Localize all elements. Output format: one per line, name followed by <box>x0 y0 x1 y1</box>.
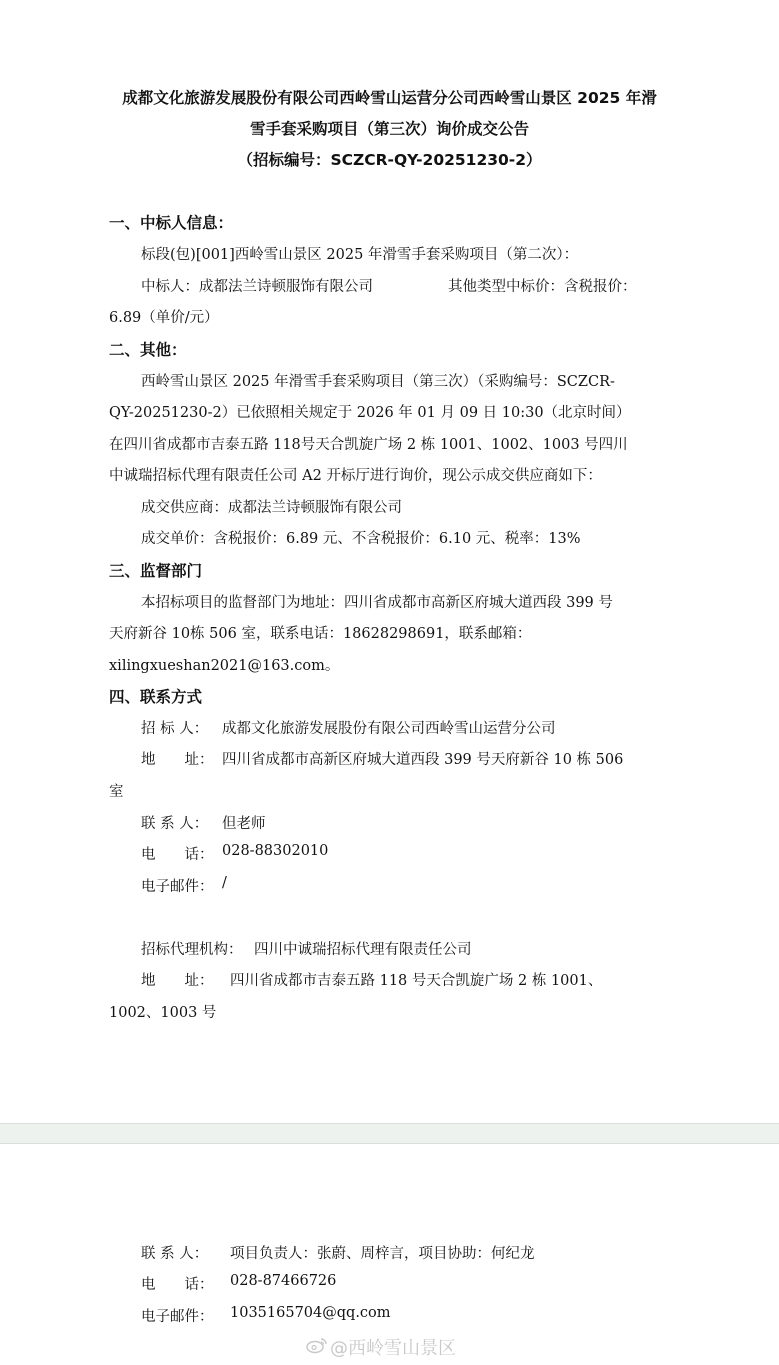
tenderer-label: 招 标 人： <box>141 721 209 737</box>
page2-email-value: 1035165704@qq.com <box>230 1305 391 1321</box>
section-3-heading: 三、监督部门 <box>109 562 203 580</box>
agency-label: 招标代理机构： <box>141 942 243 958</box>
tender-number: （招标编号：SCZCR-QY-20251230-2） <box>237 151 542 169</box>
section-2-line-2: QY-20251230-2）已依照相关规定于 2026 年 01 月 09 日 10:30（北京时间） <box>109 405 631 421</box>
section-3-line-2: 天府新谷 10栋 506 室，联系电话：18628298691，联系邮箱： <box>109 626 532 642</box>
page2-phone-label: 电 话： <box>141 1277 214 1293</box>
page2-contact-value: 项目负责人：张蔚、周梓言，项目协助：何纪龙 <box>230 1246 535 1262</box>
phone-label: 电 话： <box>141 847 214 863</box>
agency-address-value: 四川省成都市吉泰五路 118 号天合凯旋广场 2 栋 1001、 <box>230 973 603 989</box>
watermark-text: @西岭雪山景区 <box>330 1338 456 1359</box>
supplier-text: 成交供应商：成都法兰诗顿服饰有限公司 <box>141 500 402 516</box>
agency-address-label: 地 址： <box>141 973 214 989</box>
weibo-icon <box>306 1336 328 1354</box>
address-value-cont: 室 <box>109 784 124 800</box>
title-line-2: 雪手套采购项目（第三次）询价成交公告 <box>249 120 529 138</box>
section-3-line-1: 本招标项目的监督部门为地址：四川省成都市高新区府城大道西段 399 号 <box>141 595 613 611</box>
email-value: / <box>222 875 227 891</box>
agency-address-cont: 1002、1003 号 <box>109 1005 217 1021</box>
winner-text: 中标人：成都法兰诗顿服饰有限公司 <box>141 279 373 295</box>
title-line-1: 成都文化旅游发展股份有限公司西岭雪山运营分公司西岭雪山景区 2025 年滑 <box>122 89 657 107</box>
section-2-line-4: 中诚瑞招标代理有限责任公司 A2 开标厅进行询价，现公示成交供应商如下： <box>109 468 602 484</box>
contact-value: 但老师 <box>222 816 266 832</box>
section-2-heading: 二、其他： <box>109 341 187 359</box>
section-1-heading: 一、中标人信息： <box>109 214 234 232</box>
page2-phone-value: 028-87466726 <box>230 1273 337 1289</box>
lot-text: 标段(包)[001]西岭雪山景区 2025 年滑雪手套采购项目（第二次）： <box>141 247 579 263</box>
unit-price-text: 成交单价：含税报价：6.89 元、不含税报价：6.10 元、税率：13% <box>141 531 581 547</box>
supervisor-email: xilingxueshan2021@163.com。 <box>109 658 340 674</box>
section-4-heading: 四、联系方式 <box>109 688 203 706</box>
section-2-line-3: 在四川省成都市吉泰五路 118号天合凯旋广场 2 栋 1001、1002、1003 号四川 <box>109 437 628 453</box>
contact-label: 联 系 人： <box>141 816 209 832</box>
phone-value: 028-88302010 <box>222 843 329 859</box>
winning-price-value: 6.89（单价/元） <box>109 310 219 326</box>
address-label: 地 址： <box>141 752 214 768</box>
tenderer-value: 成都文化旅游发展股份有限公司西岭雪山运营分公司 <box>222 721 556 737</box>
winning-price-label: 其他类型中标价：含税报价： <box>448 279 637 295</box>
address-value: 四川省成都市高新区府城大道西段 399 号天府新谷 10 栋 506 <box>222 752 624 768</box>
agency-value: 四川中诚瑞招标代理有限责任公司 <box>254 942 472 958</box>
section-2-line-1: 西岭雪山景区 2025 年滑雪手套采购项目（第三次）（采购编号：SCZCR- <box>141 374 615 390</box>
email-label: 电子邮件： <box>141 879 214 895</box>
page2-email-label: 电子邮件： <box>141 1309 214 1325</box>
page-divider <box>0 1123 779 1144</box>
page2-contact-label: 联 系 人： <box>141 1246 209 1262</box>
